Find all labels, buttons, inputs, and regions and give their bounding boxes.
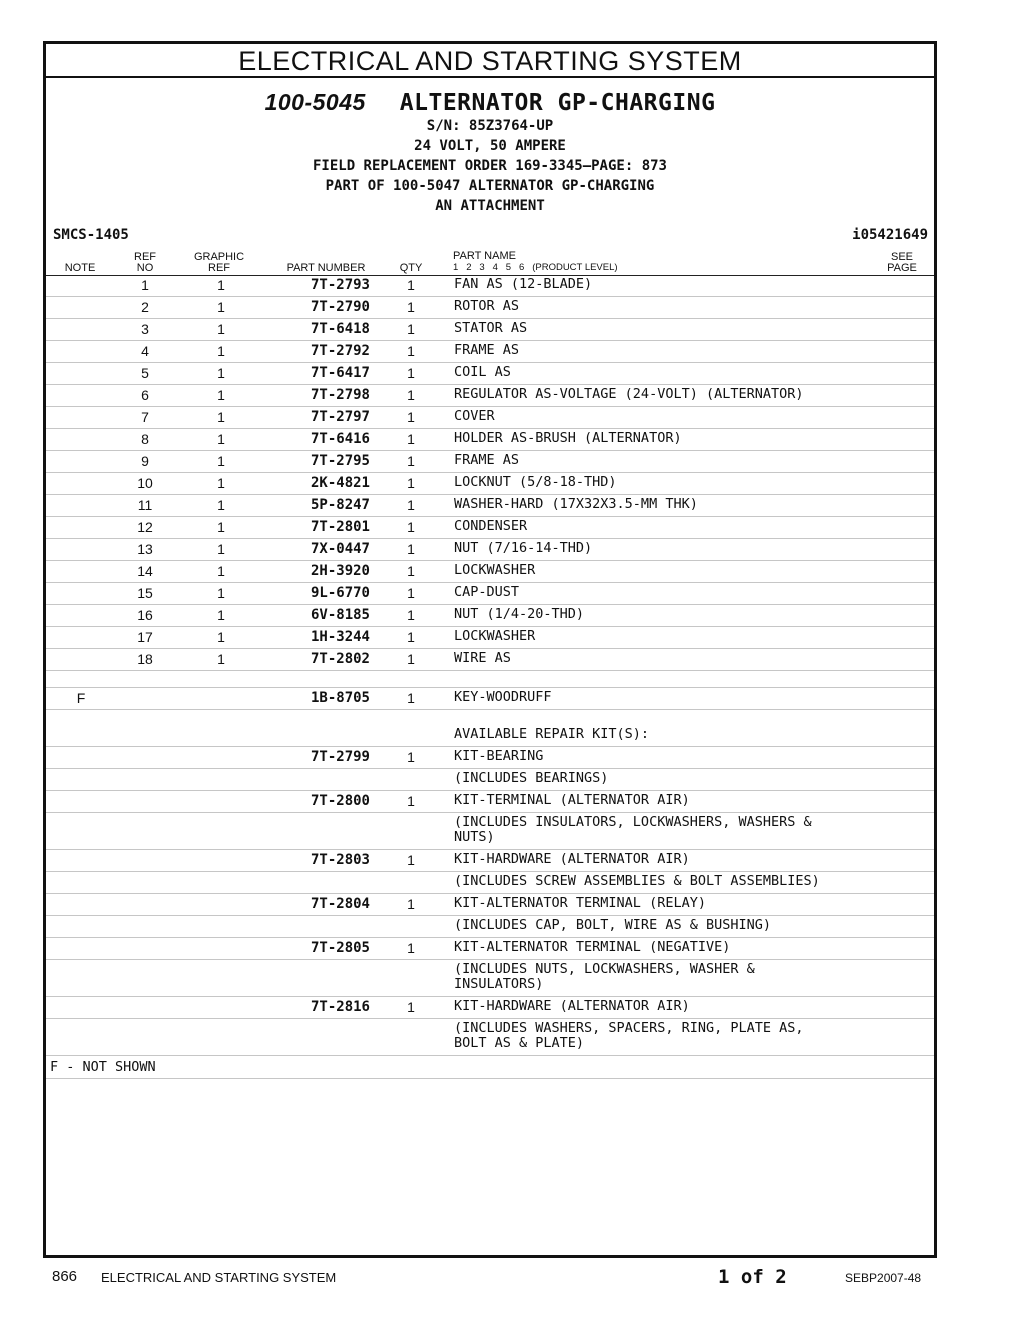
row-part-number: 7T-2802 — [310, 651, 370, 667]
table-row — [46, 916, 934, 938]
footer-section-title: ELECTRICAL AND STARTING SYSTEM — [101, 1270, 337, 1285]
attachment-line: AN ATTACHMENT — [435, 198, 545, 214]
group-title — [46, 89, 934, 116]
row-part-number: 7T-2801 — [310, 519, 370, 535]
table-row — [46, 997, 934, 1019]
row-qty: 1 — [407, 299, 415, 315]
row-ref-no: 7 — [141, 409, 149, 425]
row-part-name: WIRE AS — [454, 650, 511, 666]
table-row — [46, 473, 934, 495]
table-row — [46, 791, 934, 813]
header-note: NOTE — [64, 262, 96, 274]
row-part-name: (INCLUDES SCREW ASSEMBLIES & BOLT ASSEMBLIES) — [454, 873, 820, 889]
row-part-name: KIT-HARDWARE (ALTERNATOR AIR) — [454, 851, 690, 867]
row-ref-no: 8 — [141, 431, 149, 447]
row-part-name: (INCLUDES NUTS, LOCKWASHERS, WASHER & INSULATORS) — [454, 961, 755, 992]
row-part-number: 7T-2795 — [310, 453, 370, 469]
row-qty: 1 — [407, 277, 415, 293]
row-part-name: ROTOR AS — [454, 298, 520, 314]
row-qty: 1 — [407, 387, 415, 403]
header-qty: QTY — [399, 262, 423, 274]
row-ref-no: 9 — [141, 453, 149, 469]
row-part-name: KIT-ALTERNATOR TERMINAL (NEGATIVE) — [454, 939, 731, 955]
row-qty: 1 — [407, 999, 415, 1015]
table-row — [46, 275, 934, 297]
row-part-name: FRAME AS — [454, 342, 520, 358]
row-part-number: 7T-2816 — [310, 999, 370, 1015]
table-row — [46, 495, 934, 517]
table-row — [46, 363, 934, 385]
table-row — [46, 605, 934, 627]
row-graphic-ref: 1 — [217, 409, 225, 425]
row-ref-no: 18 — [137, 651, 153, 667]
row-graphic-ref: 1 — [217, 607, 225, 623]
row-part-name: (INCLUDES WASHERS, SPACERS, RING, PLATE AS, BOLT AS & PLATE) — [454, 1020, 804, 1051]
row-graphic-ref: 1 — [217, 321, 225, 337]
row-graphic-ref: 1 — [217, 387, 225, 403]
row-part-name: NUT (1/4-20-THD) — [454, 606, 585, 622]
table-row — [46, 341, 934, 363]
row-qty: 1 — [407, 409, 415, 425]
row-part-name: CAP-DUST — [454, 584, 520, 600]
footer-sheet: 1 of 2 — [718, 1266, 787, 1288]
part-of-line: PART OF 100-5047 ALTERNATOR GP-CHARGING — [325, 178, 655, 194]
field-replacement-line: FIELD REPLACEMENT ORDER 169-3345—PAGE: 873 — [312, 158, 667, 174]
row-part-number: 7T-2792 — [310, 343, 370, 359]
header-ref-no: REF NO — [134, 251, 156, 274]
row-ref-no: 11 — [137, 497, 153, 513]
table-row — [46, 710, 934, 747]
row-part-name: (INCLUDES INSULATORS, LOCKWASHERS, WASHERS & NUTS) — [454, 814, 812, 845]
table-row — [46, 583, 934, 605]
row-ref-no: 14 — [137, 563, 153, 579]
table-row — [46, 671, 934, 688]
row-part-name: (INCLUDES BEARINGS) — [454, 770, 609, 786]
row-qty: 1 — [407, 651, 415, 667]
row-ref-no: 4 — [141, 343, 149, 359]
row-part-number: 7T-6416 — [310, 431, 370, 447]
table-row — [46, 429, 934, 451]
row-graphic-ref: 1 — [217, 541, 225, 557]
row-graphic-ref: 1 — [217, 475, 225, 491]
row-part-number: 7T-2803 — [310, 852, 370, 868]
row-graphic-ref: 1 — [217, 431, 225, 447]
row-part-name: NUT (7/16-14-THD) — [454, 540, 593, 556]
row-part-name: STATOR AS — [454, 320, 528, 336]
smcs-code: SMCS-1405 — [53, 227, 129, 243]
row-qty: 1 — [407, 585, 415, 601]
serial-number-line: S/N: 85Z3764-UP — [426, 118, 554, 134]
row-graphic-ref: 1 — [217, 277, 225, 293]
table-row — [46, 561, 934, 583]
row-part-name: KEY-WOODRUFF — [454, 689, 552, 705]
table-row — [46, 769, 934, 791]
row-part-number: 1B-8705 — [310, 690, 370, 706]
row-part-number: 7T-2800 — [310, 793, 370, 809]
row-part-number: 9L-6770 — [310, 585, 370, 601]
row-part-name: (INCLUDES CAP, BOLT, WIRE AS & BUSHING) — [454, 917, 771, 933]
row-part-name: FRAME AS — [454, 452, 520, 468]
table-row — [46, 850, 934, 872]
row-graphic-ref: 1 — [217, 519, 225, 535]
footer-page-number: 866 — [52, 1268, 78, 1285]
row-qty: 1 — [407, 541, 415, 557]
table-row — [46, 407, 934, 429]
table-row — [46, 319, 934, 341]
row-ref-no: 6 — [141, 387, 149, 403]
row-ref-no: 16 — [137, 607, 153, 623]
row-graphic-ref: 1 — [217, 365, 225, 381]
row-part-number: 2K-4821 — [310, 475, 370, 491]
table-row — [46, 539, 934, 561]
row-part-number: 7T-2793 — [310, 277, 370, 293]
row-qty: 1 — [407, 519, 415, 535]
row-ref-no: 10 — [137, 475, 153, 491]
row-graphic-ref: 1 — [217, 585, 225, 601]
row-part-number: 7T-2798 — [310, 387, 370, 403]
row-part-number: 7X-0447 — [310, 541, 370, 557]
table-row — [46, 517, 934, 539]
row-qty: 1 — [407, 365, 415, 381]
row-part-name: LOCKWASHER — [454, 628, 536, 644]
row-ref-no: 12 — [137, 519, 153, 535]
row-qty: 1 — [407, 607, 415, 623]
row-part-name: AVAILABLE REPAIR KIT(S): — [454, 726, 650, 742]
rating-line: 24 VOLT, 50 AMPERE — [414, 138, 566, 154]
row-graphic-ref: 1 — [217, 299, 225, 315]
table-row — [46, 894, 934, 916]
row-graphic-ref: 1 — [217, 651, 225, 667]
parts-page-frame — [43, 41, 937, 1258]
row-graphic-ref: 1 — [217, 497, 225, 513]
row-part-number: 6V-8185 — [310, 607, 370, 623]
row-qty: 1 — [407, 690, 415, 706]
row-part-number: 7T-6418 — [310, 321, 370, 337]
row-part-name: FAN AS (12-BLADE) — [454, 276, 593, 292]
row-part-name: KIT-HARDWARE (ALTERNATOR AIR) — [454, 998, 690, 1014]
row-part-name: LOCKNUT (5/8-18-THD) — [454, 474, 617, 490]
row-part-number: 7T-2790 — [310, 299, 370, 315]
row-part-name: REGULATOR AS-VOLTAGE (24-VOLT) (ALTERNATOR) — [454, 386, 804, 402]
header-part-number: PART NUMBER — [286, 262, 366, 274]
row-ref-no: 2 — [141, 299, 149, 315]
table-row — [46, 813, 934, 850]
row-qty: 1 — [407, 343, 415, 359]
table-row — [46, 297, 934, 319]
table-row — [46, 688, 934, 710]
row-graphic-ref: 1 — [217, 343, 225, 359]
row-part-number: 7T-2804 — [310, 896, 370, 912]
row-part-number: 5P-8247 — [310, 497, 370, 513]
row-qty: 1 — [407, 431, 415, 447]
table-row — [46, 872, 934, 894]
row-qty: 1 — [407, 940, 415, 956]
row-part-name: KIT-ALTERNATOR TERMINAL (RELAY) — [454, 895, 706, 911]
footnote: F - NOT SHOWN — [46, 1056, 934, 1079]
header-see-page: SEE PAGE — [887, 251, 917, 274]
row-qty: 1 — [407, 749, 415, 765]
row-graphic-ref: 1 — [217, 629, 225, 645]
table-row — [46, 1019, 934, 1056]
row-qty: 1 — [407, 475, 415, 491]
table-row — [46, 747, 934, 769]
row-part-number: 7T-2805 — [310, 940, 370, 956]
row-graphic-ref: 1 — [217, 453, 225, 469]
row-part-number: 7T-2797 — [310, 409, 370, 425]
row-qty: 1 — [407, 497, 415, 513]
header-product-level: 1 2 3 4 5 6 (PRODUCT LEVEL) — [453, 262, 618, 273]
table-row — [46, 627, 934, 649]
row-graphic-ref: 1 — [217, 563, 225, 579]
row-ref-no: 17 — [137, 629, 153, 645]
row-part-number: 2H-3920 — [310, 563, 370, 579]
row-qty: 1 — [407, 563, 415, 579]
header-graphic-ref: GRAPHIC REF — [193, 251, 245, 274]
row-qty: 1 — [407, 896, 415, 912]
row-qty: 1 — [407, 629, 415, 645]
row-ref-no: 13 — [137, 541, 153, 557]
table-row — [46, 649, 934, 671]
parts-table-body — [46, 275, 934, 1079]
row-part-name: COVER — [454, 408, 495, 424]
table-row — [46, 385, 934, 407]
row-ref-no: 3 — [141, 321, 149, 337]
row-part-number: 1H-3244 — [310, 629, 370, 645]
row-qty: 1 — [407, 793, 415, 809]
row-ref-no: 5 — [141, 365, 149, 381]
group-number: 100-5045 — [264, 89, 366, 115]
section-title: ELECTRICAL AND STARTING SYSTEM — [46, 44, 934, 78]
row-part-name: HOLDER AS-BRUSH (ALTERNATOR) — [454, 430, 682, 446]
table-row — [46, 451, 934, 473]
row-part-name: WASHER-HARD (17X32X3.5-MM THK) — [454, 496, 698, 512]
row-part-name: KIT-TERMINAL (ALTERNATOR AIR) — [454, 792, 690, 808]
table-row — [46, 938, 934, 960]
header-part-name: PART NAME — [453, 250, 516, 262]
row-part-number: 7T-2799 — [310, 749, 370, 765]
row-part-name: LOCKWASHER — [454, 562, 536, 578]
footer-doc-id: SEBP2007-48 — [845, 1271, 922, 1285]
illustration-id: i05421649 — [852, 227, 928, 243]
table-header — [46, 251, 934, 276]
row-part-name: CONDENSER — [454, 518, 528, 534]
row-ref-no: 15 — [137, 585, 153, 601]
row-ref-no: 1 — [141, 277, 149, 293]
row-note: F — [76, 690, 86, 706]
table-row — [46, 960, 934, 997]
row-qty: 1 — [407, 321, 415, 337]
row-part-number: 7T-6417 — [310, 365, 370, 381]
row-qty: 1 — [407, 453, 415, 469]
group-name: ALTERNATOR GP-CHARGING — [399, 90, 716, 116]
row-part-name: COIL AS — [454, 364, 511, 380]
row-qty: 1 — [407, 852, 415, 868]
row-part-name: KIT-BEARING — [454, 748, 544, 764]
